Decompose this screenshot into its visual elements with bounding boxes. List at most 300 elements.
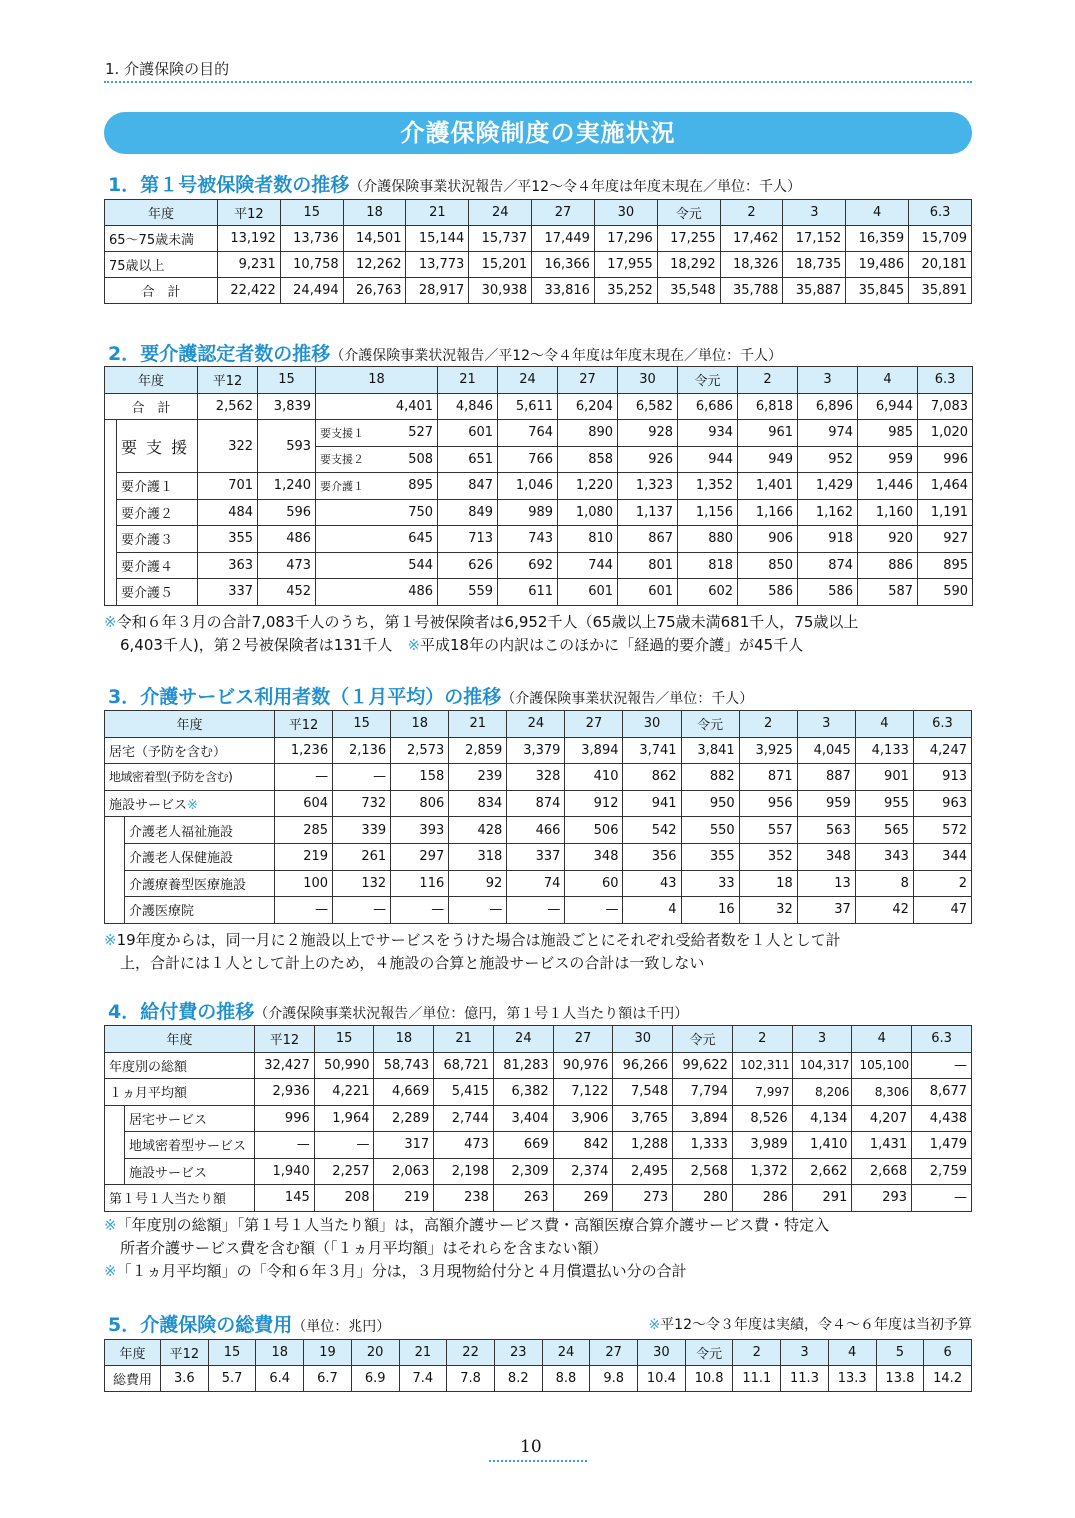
table-cell: 4,247 [913, 737, 971, 764]
table-cell: — [333, 897, 391, 924]
column-header: 18 [391, 711, 449, 738]
table-cell: 882 [681, 764, 739, 791]
table-cell: 291 [792, 1185, 852, 1212]
table-row [105, 790, 972, 817]
table-cell: — [255, 1132, 315, 1159]
row-header: 要介護４ [117, 552, 198, 579]
table-cell: 33 [681, 870, 739, 897]
table-header-row [105, 1340, 972, 1366]
table-cell: 887 [797, 764, 855, 791]
table-cell: 527 [378, 420, 438, 447]
table-cell: 5,611 [498, 393, 558, 420]
table-row [105, 526, 973, 553]
table-header-row [105, 1026, 972, 1053]
page-title: 介護保険制度の実施状況 [104, 112, 972, 154]
table-cell: 14,501 [343, 226, 406, 252]
table-cell: 604 [275, 790, 333, 817]
table-cell: 273 [613, 1185, 673, 1212]
table-cell: 1,191 [918, 499, 973, 526]
table-cell: 35,548 [657, 278, 720, 304]
table-cell: 297 [391, 843, 449, 870]
row-header: 介護老人福祉施設 [125, 817, 275, 844]
table-cell: 963 [913, 790, 971, 817]
table-cell: — [565, 897, 623, 924]
table-cell: 12,262 [343, 252, 406, 278]
table-row [105, 579, 973, 606]
table-cell: 801 [618, 552, 678, 579]
table-cell: 3,404 [493, 1105, 553, 1132]
table-cell: 90,976 [553, 1052, 613, 1079]
table-cell: 16,366 [532, 252, 595, 278]
table-cell: 732 [333, 790, 391, 817]
table-cell: 9,231 [218, 252, 281, 278]
table-cell: 506 [565, 817, 623, 844]
table-cell: 363 [198, 552, 258, 579]
column-header: 15 [208, 1340, 256, 1366]
table-cell: 862 [623, 764, 681, 791]
column-header: 30 [638, 1340, 686, 1366]
table-cell: 1,220 [558, 473, 618, 500]
column-header: 令元 [685, 1340, 733, 1366]
table-cell: 2 [913, 870, 971, 897]
column-header: 15 [258, 367, 316, 394]
column-header: 年度 [105, 200, 218, 226]
table-row [105, 393, 973, 420]
table-cell: 7.4 [399, 1366, 447, 1392]
column-header: 年度 [105, 1340, 161, 1366]
table-cell: 11.1 [733, 1366, 781, 1392]
column-header: 27 [532, 200, 595, 226]
row-header: 介護医療院 [125, 897, 275, 924]
table-cell: 565 [855, 817, 913, 844]
note-text: 所者介護サービス費を含む額（「１ヵ月平均額」はそれらを含まない額） [120, 1239, 608, 1257]
table-cell: 601 [558, 579, 618, 606]
table-cell: 2,374 [553, 1158, 613, 1185]
column-header: 3 [798, 367, 858, 394]
section-source: （単位：兆円） [292, 1319, 391, 1335]
column-header: 3 [792, 1026, 852, 1053]
column-header: 2 [738, 367, 798, 394]
section-1-heading [108, 170, 801, 197]
table-cell: 37 [797, 897, 855, 924]
column-header: 令元 [678, 367, 738, 394]
table-cell: 956 [739, 790, 797, 817]
table-cell: 834 [449, 790, 507, 817]
table-cell: 1,429 [798, 473, 858, 500]
table-cell: 5,415 [434, 1079, 494, 1106]
table-cell: 4,207 [852, 1105, 912, 1132]
table-cell: 13.3 [828, 1366, 876, 1392]
column-header: 15 [333, 711, 391, 738]
column-header: 21 [399, 1340, 447, 1366]
table-cell: 33,816 [532, 278, 595, 304]
table-cell: 871 [739, 764, 797, 791]
row-header: 介護療養型医療施設 [125, 870, 275, 897]
column-header: 27 [565, 711, 623, 738]
table-cell: 1,080 [558, 499, 618, 526]
column-header: 6.3 [913, 711, 971, 738]
table-row [105, 1158, 972, 1185]
column-header: 27 [558, 367, 618, 394]
table-cell: 92 [449, 870, 507, 897]
table-cell: 428 [449, 817, 507, 844]
table-cell: 913 [913, 764, 971, 791]
note-mark: ※ [104, 613, 117, 631]
table-cell: 692 [498, 552, 558, 579]
table-cell: 11.3 [781, 1366, 829, 1392]
table-cell: 1,046 [498, 473, 558, 500]
row-header: 合 計 [105, 278, 218, 304]
column-header: 18 [343, 200, 406, 226]
table-cell: 393 [391, 817, 449, 844]
table-cell: 328 [507, 764, 565, 791]
table-cell: 572 [913, 817, 971, 844]
table-cell: 874 [798, 552, 858, 579]
table-cell: 6,896 [798, 393, 858, 420]
table-cell: 35,887 [783, 278, 846, 304]
row-header: 75歳以上 [105, 252, 218, 278]
table-cell: 486 [258, 526, 316, 553]
table-cell: 20,181 [909, 252, 972, 278]
table-cell: 15,201 [469, 252, 532, 278]
column-header: 27 [590, 1340, 638, 1366]
row-header: 施設サービス [125, 1158, 255, 1185]
column-header: 15 [280, 200, 343, 226]
column-header: 平12 [255, 1026, 315, 1053]
table-cell: 590 [918, 579, 973, 606]
note-text: 令和６年３月の合計7,083千人のうち，第１号被保険者は6,952千人（65歳以上75歳未満681千人，75歳以上 [116, 613, 859, 631]
column-header: 19 [304, 1340, 352, 1366]
column-header: 21 [406, 200, 469, 226]
table-cell: 355 [198, 526, 258, 553]
table-cell: 849 [438, 499, 498, 526]
table-cell: 1,323 [618, 473, 678, 500]
table-cell: 13,773 [406, 252, 469, 278]
table-cell: 1,431 [852, 1132, 912, 1159]
table-cell: 7.8 [447, 1366, 495, 1392]
table-cell: 542 [623, 817, 681, 844]
table-cell: 35,845 [846, 278, 909, 304]
table-cell: 466 [507, 817, 565, 844]
section-title: 2．要介護認定者数の推移 [108, 343, 331, 365]
section-3-heading [108, 682, 753, 709]
table-cell: 486 [316, 579, 438, 606]
column-header: 平12 [218, 200, 281, 226]
table-cell: 764 [498, 420, 558, 447]
table-cell: 1,020 [918, 420, 973, 447]
table-cell: 35,252 [594, 278, 657, 304]
table-cell: 645 [316, 526, 438, 553]
table-cell: — [449, 897, 507, 924]
table-cell: 15,709 [909, 226, 972, 252]
table-cell: 13.8 [876, 1366, 924, 1392]
table-cell: 6,582 [618, 393, 678, 420]
table-cell: 24,494 [280, 278, 343, 304]
column-header: 21 [449, 711, 507, 738]
column-header: 18 [316, 367, 438, 394]
table-cell: 559 [438, 579, 498, 606]
column-header: 18 [256, 1340, 304, 1366]
table-cell: 352 [739, 843, 797, 870]
row-header: 65～75歳未満 [105, 226, 218, 252]
row-header: 総費用 [105, 1366, 161, 1392]
column-header: 6.3 [909, 200, 972, 226]
table-cell: 32 [739, 897, 797, 924]
table-cell: 15,737 [469, 226, 532, 252]
table-cell: 6,204 [558, 393, 618, 420]
table-cell: 2,936 [255, 1079, 315, 1106]
table-row [105, 817, 972, 844]
table-cell: 563 [797, 817, 855, 844]
row-subheader: 要支援２ [316, 446, 378, 473]
table-cell: 473 [434, 1132, 494, 1159]
section-title: 5．介護保険の総費用 [108, 1314, 293, 1336]
table-cell: 602 [678, 579, 738, 606]
table-cell: 18,735 [783, 252, 846, 278]
table-cell: 17,296 [594, 226, 657, 252]
table-cell: 1,236 [275, 737, 333, 764]
table-cell: 586 [798, 579, 858, 606]
table-cell: 50,990 [314, 1052, 374, 1079]
table-cell: 4,133 [855, 737, 913, 764]
table-cell: 1,156 [678, 499, 738, 526]
table-cell: 58,743 [374, 1052, 434, 1079]
table-cell: 7,997 [732, 1079, 792, 1106]
table-cell: 890 [558, 420, 618, 447]
table-cell: 1,410 [792, 1132, 852, 1159]
table-row [105, 499, 973, 526]
table-cell: — [314, 1132, 374, 1159]
column-header: 4 [846, 200, 909, 226]
table-row [105, 552, 973, 579]
table-row [105, 897, 972, 924]
table-cell: 906 [738, 526, 798, 553]
table-cell: 4,438 [912, 1105, 972, 1132]
table-cell: 858 [558, 446, 618, 473]
row-subheader: 要支援１ [316, 420, 378, 447]
table-cell: 4 [623, 897, 681, 924]
table-cell: 280 [673, 1185, 733, 1212]
table-cell: 2,136 [333, 737, 391, 764]
table-cell: 35,891 [909, 278, 972, 304]
table-cell: 1,940 [255, 1158, 315, 1185]
table-cell: 2,562 [198, 393, 258, 420]
table-cell: 743 [498, 526, 558, 553]
table-cell: 7,083 [918, 393, 973, 420]
table-cell: — [391, 897, 449, 924]
note-mark: ※ [187, 798, 198, 814]
row-header: 年度別の総額 [105, 1052, 255, 1079]
table-cell: 4,045 [797, 737, 855, 764]
table-cell: 132 [333, 870, 391, 897]
table-cell: 32,427 [255, 1052, 315, 1079]
table-cell: 593 [258, 420, 316, 473]
table-cell: 348 [797, 843, 855, 870]
table-cell: — [275, 897, 333, 924]
column-header: 令元 [657, 200, 720, 226]
note-mark: ※ [407, 636, 421, 654]
note-text: 19年度からは，同一月に２施設以上でサービスをうけた場合は施設ごとにそれぞれ受給者数を１人として計 [116, 931, 841, 949]
row-header: 第１号１人当たり額 [105, 1185, 255, 1212]
table-cell: 356 [623, 843, 681, 870]
table-cell: 16 [681, 897, 739, 924]
row-header: 合 計 [105, 393, 198, 420]
table-cell: 17,462 [720, 226, 783, 252]
table-cell: 96,266 [613, 1052, 673, 1079]
table-cell: 239 [449, 764, 507, 791]
table-cell: 926 [618, 446, 678, 473]
table-cell: 3,906 [553, 1105, 613, 1132]
section-2-heading [108, 339, 782, 366]
table-cell: 955 [855, 790, 913, 817]
table-cell: 81,283 [493, 1052, 553, 1079]
section-source: （介護保険事業状況報告／単位：千人） [501, 691, 754, 707]
row-header: 介護老人保健施設 [125, 843, 275, 870]
table-cell: 1,162 [798, 499, 858, 526]
note-mark: ※ [648, 1317, 661, 1333]
table-cell: 867 [618, 526, 678, 553]
column-header: 30 [623, 711, 681, 738]
table-cell: 944 [678, 446, 738, 473]
table-cell: 10.8 [685, 1366, 733, 1392]
table-cell: 950 [681, 790, 739, 817]
table-cell: 895 [378, 473, 438, 500]
table-cell: 19,486 [846, 252, 909, 278]
table-cell: 35,788 [720, 278, 783, 304]
table-cell: 1,160 [858, 499, 918, 526]
table-cell: 818 [678, 552, 738, 579]
section-title: 1．第１号被保険者数の推移 [108, 174, 350, 196]
table-cell: 1,446 [858, 473, 918, 500]
table-cell: 701 [198, 473, 258, 500]
table-cell: 3,894 [673, 1105, 733, 1132]
column-header: 15 [314, 1026, 374, 1053]
table-cell: 2,744 [434, 1105, 494, 1132]
column-header: 2 [732, 1026, 792, 1053]
table-cell: 961 [738, 420, 798, 447]
table-cell: 104,317 [792, 1052, 852, 1079]
note-text: 平12～令３年度は実績，令４～６年度は当初予算 [660, 1317, 972, 1333]
table-cell: 8,526 [732, 1105, 792, 1132]
table-cell: 452 [258, 579, 316, 606]
table-cell: 901 [855, 764, 913, 791]
row-header: 要介護３ [117, 526, 198, 553]
table-cell: 544 [316, 552, 438, 579]
column-header: 4 [855, 711, 913, 738]
table-row [105, 843, 972, 870]
table-cell: 3,839 [258, 393, 316, 420]
table-cell: 355 [681, 843, 739, 870]
table-cell: 4,669 [374, 1079, 434, 1106]
column-header: 24 [507, 711, 565, 738]
column-header: 令元 [673, 1026, 733, 1053]
column-header: 4 [858, 367, 918, 394]
table-cell: 1,240 [258, 473, 316, 500]
table-cell: 145 [255, 1185, 315, 1212]
section-source: （介護保険事業状況報告／平12～令４年度は年度末現在／単位：千人） [349, 179, 802, 195]
row-header: 地域密着型サービス [125, 1132, 255, 1159]
column-header: 30 [618, 367, 678, 394]
table-cell: 343 [855, 843, 913, 870]
table-cell: 7,122 [553, 1079, 613, 1106]
row-header: 要介護１ [117, 473, 198, 500]
column-header: 21 [434, 1026, 494, 1053]
table-cell: 611 [498, 579, 558, 606]
table-cell: 337 [507, 843, 565, 870]
section-source: （介護保険事業状況報告／平12～令４年度は年度末現在／単位：千人） [330, 348, 783, 364]
table-cell: 30,938 [469, 278, 532, 304]
table-cell: 1,352 [678, 473, 738, 500]
table-cell: 2,257 [314, 1158, 374, 1185]
table-cell: 1,166 [738, 499, 798, 526]
section-2-note [104, 611, 974, 657]
table-cell: 959 [858, 446, 918, 473]
table-cell: 3,989 [732, 1132, 792, 1159]
row-header: 要介護５ [117, 579, 198, 606]
table-cell: 484 [198, 499, 258, 526]
column-header: 27 [553, 1026, 613, 1053]
table-row [105, 473, 973, 500]
table-cell: 285 [275, 817, 333, 844]
table-cell: 850 [738, 552, 798, 579]
table-cell: 6.9 [351, 1366, 399, 1392]
column-header: 4 [852, 1026, 912, 1053]
table-cell: 744 [558, 552, 618, 579]
table-cell: 60 [565, 870, 623, 897]
note-text: 上，合計には１人として計上のため，４施設の合算と施設サービスの合計は一致しない [120, 954, 705, 972]
table-cell: 2,759 [912, 1158, 972, 1185]
table-cell: 601 [618, 579, 678, 606]
note-mark: ※ [104, 1262, 117, 1280]
table-cell: 6.4 [256, 1366, 304, 1392]
table-cell: 2,198 [434, 1158, 494, 1185]
table-cell: 806 [391, 790, 449, 817]
table-cell: 3,841 [681, 737, 739, 764]
table-row [105, 1105, 972, 1132]
table-cell: 2,063 [374, 1158, 434, 1185]
column-header: 令元 [681, 711, 739, 738]
table-cell: 2,662 [792, 1158, 852, 1185]
table-cell: 2,573 [391, 737, 449, 764]
column-header: 3 [783, 200, 846, 226]
table-cell: 810 [558, 526, 618, 553]
table-cell: 996 [918, 446, 973, 473]
table-cell: 102,311 [732, 1052, 792, 1079]
column-header: 30 [613, 1026, 673, 1053]
table-row [105, 1366, 972, 1392]
table-cell: 18,292 [657, 252, 720, 278]
table-row [105, 1052, 972, 1079]
table-cell: 7,794 [673, 1079, 733, 1106]
table-cell: 974 [798, 420, 858, 447]
column-header: 22 [447, 1340, 495, 1366]
table-cell: 339 [333, 817, 391, 844]
table-cell: 18,326 [720, 252, 783, 278]
note-mark: ※ [104, 931, 117, 949]
table-cell: 669 [493, 1132, 553, 1159]
table-cell: 874 [507, 790, 565, 817]
table-cell: 927 [918, 526, 973, 553]
table-cell: 941 [623, 790, 681, 817]
table-cell: 6,818 [738, 393, 798, 420]
section-3-note [104, 929, 974, 975]
table-cell: 842 [553, 1132, 613, 1159]
column-header: 6 [924, 1340, 972, 1366]
table-cell: 3,765 [613, 1105, 673, 1132]
table-cell: 17,152 [783, 226, 846, 252]
table-cell: 6.7 [304, 1366, 352, 1392]
table-header-row [105, 367, 973, 394]
